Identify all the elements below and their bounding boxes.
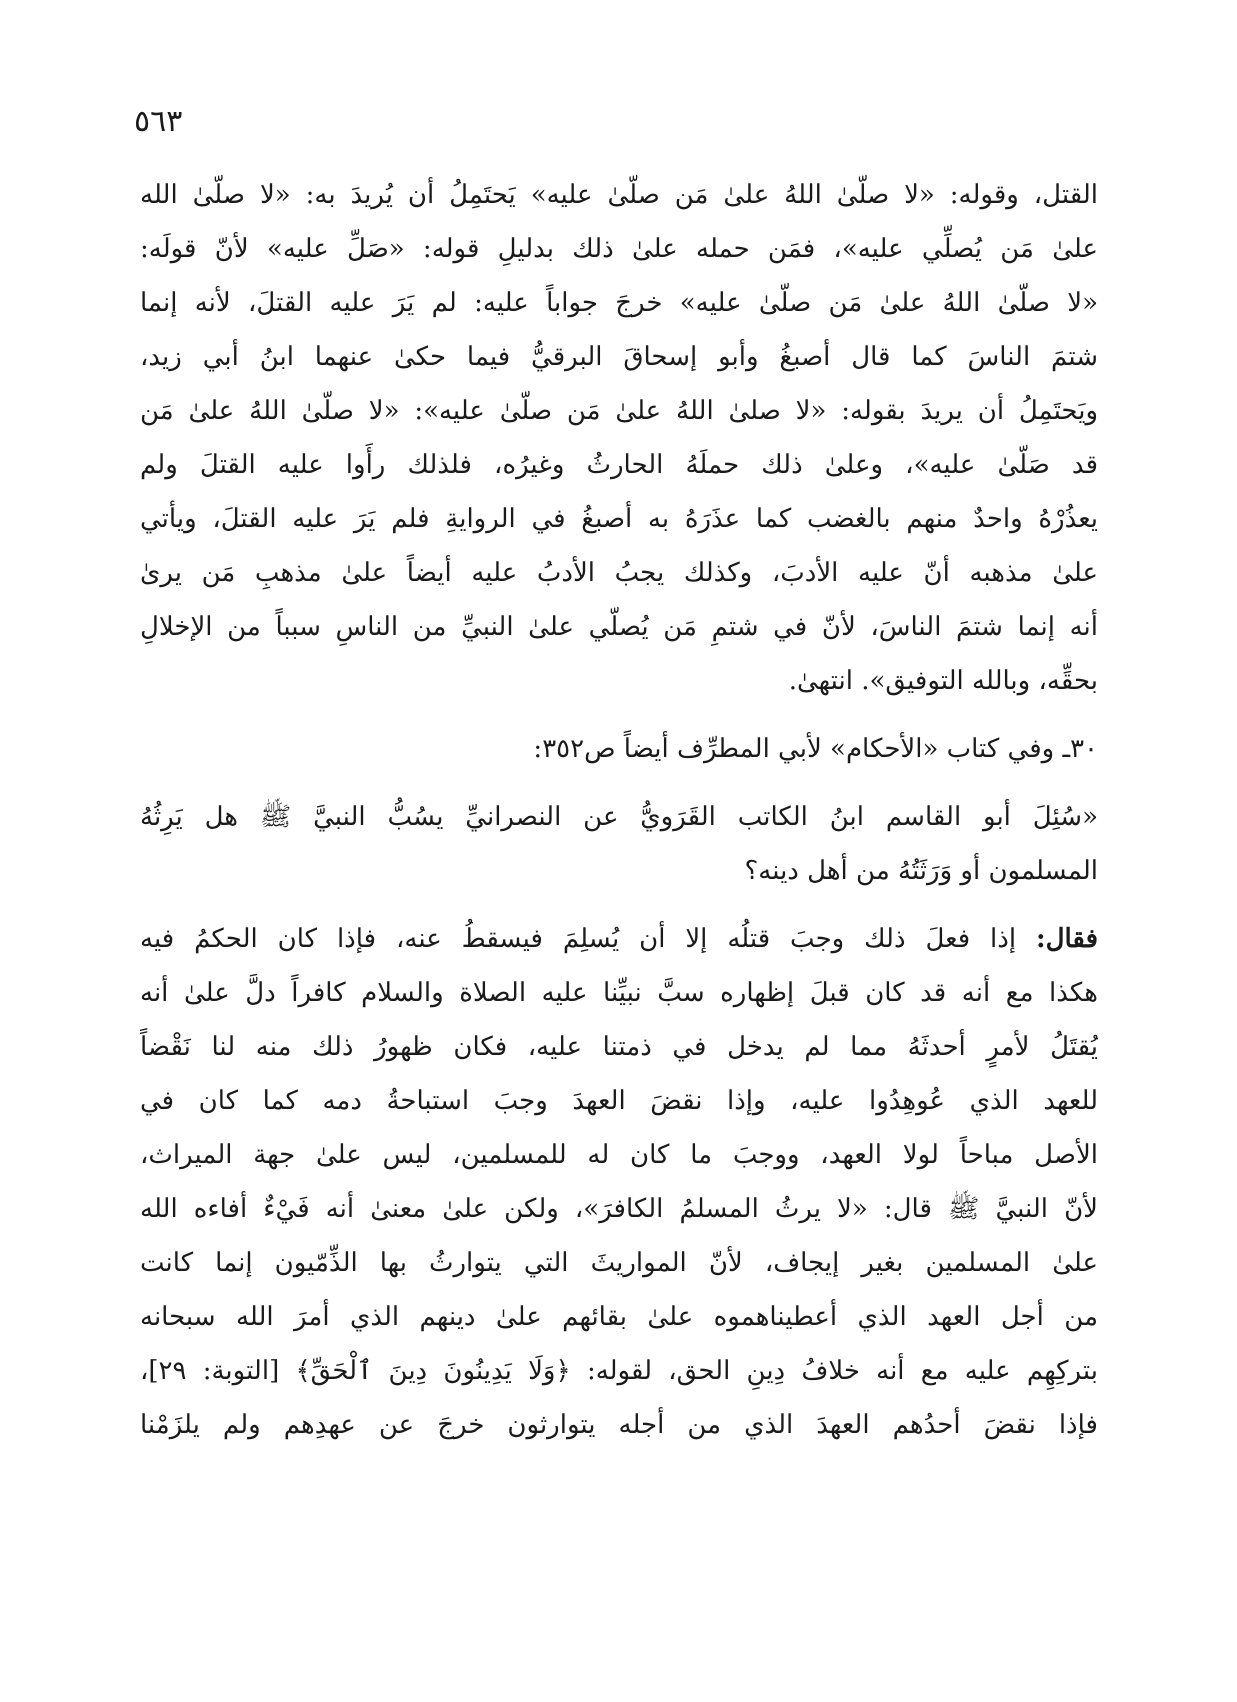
answer-text: إذا فعلَ ذلك وجبَ قتلُه إلا أن يُسلِمَ فيسقطُ عنه، فإذا كان الحكمُ فيه bbox=[140, 924, 1017, 954]
answer-line: للعهد الذي عُوهِدُوا عليه، وإذا نقضَ العهدَ وجبَ استباحةُ دمه كما كان في bbox=[140, 1086, 1098, 1116]
text-line: القتل، وقوله: «لا صلّىٰ اللهُ علىٰ مَن صلّىٰ عليه» يَحتَمِلُ أن يُريدَ به: «لا صلّىٰ الله bbox=[140, 180, 1098, 210]
answer-line: الأصل مباحاً لولا العهد، ووجبَ ما كان له للمسلمين، ليس علىٰ جهة الميراث، bbox=[140, 1140, 1098, 1170]
text-line: «لا صلّىٰ اللهُ علىٰ مَن صلّىٰ عليه» خرجَ جواباً عليه: لم يَرَ عليه القتلَ، لأنه إنما bbox=[140, 288, 1098, 318]
page-number: ٥٦٣ bbox=[134, 104, 183, 139]
text-line: شتمَ الناسَ كما قال أصبغُ وأبو إسحاقَ البرقيُّ فيما حكىٰ عنهما ابنُ أبي زيد، bbox=[140, 342, 1098, 372]
answer-line: هكذا مع أنه قد كان قبلَ إظهاره سبَّ نبيِّنا عليه الصلاة والسلام كافراً دلَّ علىٰ أنه bbox=[140, 978, 1098, 1008]
question-line: «سُئِلَ أبو القاسم ابنُ الكاتب القَرَويُّ عن النصرانيِّ يسُبُّ النبيَّ ﷺ هل يَرِثُهُ bbox=[140, 802, 1098, 832]
answer-line: من أجل العهد الذي أعطيناهموه علىٰ بقائهم علىٰ دينهم الذي أمرَ الله سبحانه bbox=[140, 1302, 1098, 1332]
text-line: ويَحتَمِلُ أن يريدَ بقوله: «لا صلىٰ اللهُ علىٰ مَن صلّىٰ عليه»: «لا صلّىٰ اللهُ علىٰ مَن bbox=[140, 396, 1098, 426]
text-line: علىٰ مذهبه أنّ عليه الأدبَ، وكذلك يجبُ الأدبُ عليه أيضاً علىٰ مذهبِ مَن يرىٰ bbox=[140, 558, 1098, 588]
answer-line: فإذا نقضَ أحدُهم العهدَ الذي من أجله يتوارثون خرجَ عن عهدِهم ولم يلزَمْنا bbox=[140, 1410, 1098, 1440]
question-line: المسلمون أو وَرَثَتُهُ من أهل دينه؟ bbox=[744, 856, 1098, 886]
page-text bbox=[140, 168, 1098, 1452]
text-line: بحقِّه، وبالله التوفيق». انتهىٰ. bbox=[788, 666, 1098, 696]
answer-line: لأنّ النبيَّ ﷺ قال: «لا يرثُ المسلمُ الكافرَ»، ولكن علىٰ معنىٰ أنه فَيْءٌ أفاءه الله bbox=[140, 1194, 1098, 1224]
answer-line: بتركِهِم عليه مع أنه خلافُ دِينِ الحق، لقوله: ﴿وَلَا يَدِينُونَ دِينَ ٱلْحَقِّ﴾ [التوبة: ٢٩]، bbox=[140, 1356, 1098, 1386]
answer-lead: فقال: bbox=[1036, 924, 1098, 954]
text-line: قد صَلّىٰ عليه»، وعلىٰ ذلك حملَهُ الحارثُ وغيرُه، فلذلك رأَوا عليه القتلَ ولم bbox=[140, 450, 1098, 480]
answer-line: يُقتَلُ لأمرٍ أحدثَهُ مما لم يدخل في ذمتنا عليه، فكان ظهورُ ذلك منه لنا نَقْضاً bbox=[140, 1032, 1098, 1062]
answer-line bbox=[140, 912, 1098, 966]
text-line: علىٰ مَن يُصلِّي عليه»، فمَن حمله علىٰ ذلك بدليلِ قوله: «صَلِّ عليه» لأنّ قولَه: bbox=[140, 234, 1098, 264]
answer-line: علىٰ المسلمين بغير إيجاف، لأنّ المواريثَ التي يتوارثُ بها الذِّمّيون إنما كانت bbox=[140, 1248, 1098, 1278]
text-line: أنه إنما شتمَ الناسَ، لأنّ في شتمِ مَن يُصلّي علىٰ النبيِّ من الناسِ سبباً من الإخلالِ bbox=[140, 612, 1098, 642]
text-line: يعذُرْهُ واحدٌ منهم بالغضب كما عذَرَهُ به أصبغُ في الروايةِ فلم يَرَ عليه القتلَ، ويأتي bbox=[140, 504, 1098, 534]
section-heading: ٣٠ـ وفي كتاب «الأحكام» لأبي المطرِّف أيضاً ص٣٥٢: bbox=[533, 734, 1098, 764]
